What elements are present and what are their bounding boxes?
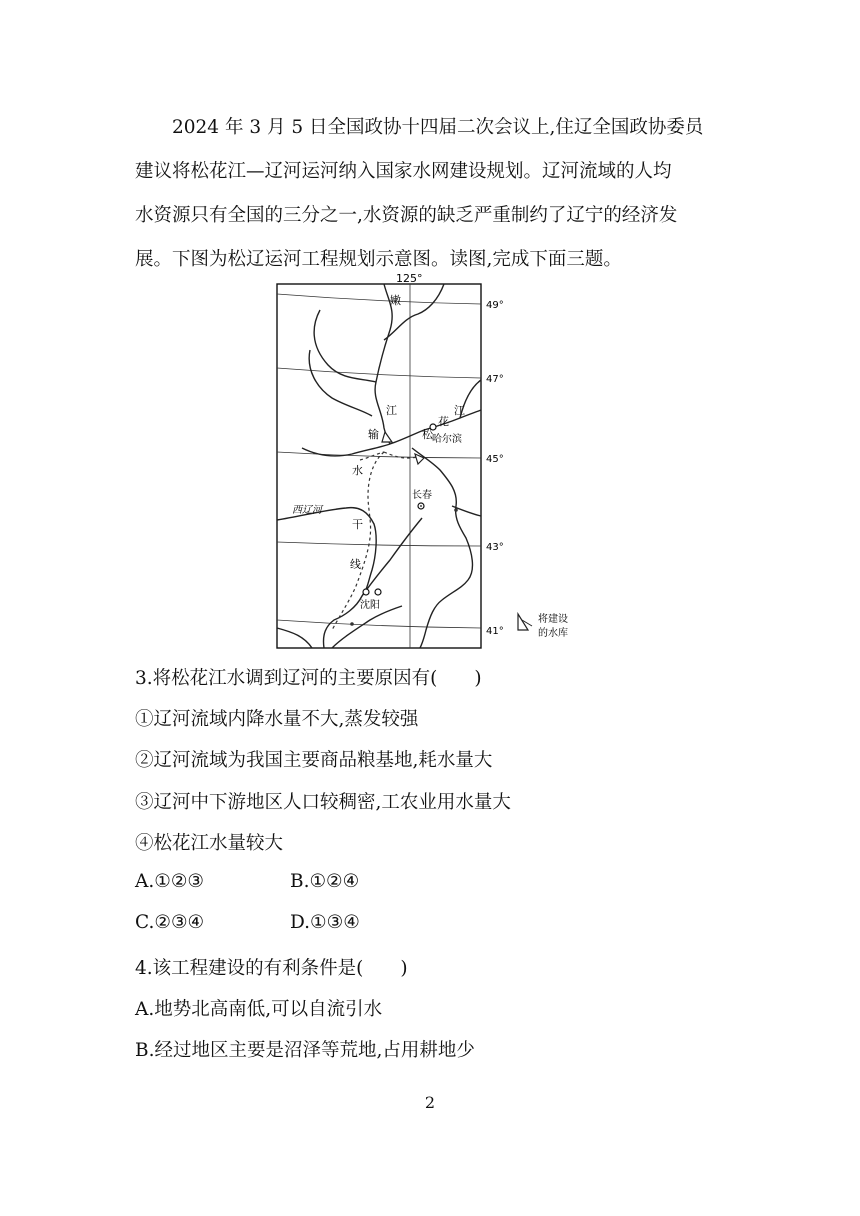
lat-label-43: 43° [486, 542, 504, 553]
label-shu: 输 [368, 428, 379, 441]
q3-statement-4: ④松花江水量较大 [135, 833, 284, 854]
shenyang-city-icon [363, 589, 369, 595]
q3-statement-2: ②辽河流域为我国主要商品粮基地,耗水量大 [135, 750, 493, 771]
q4-stem: 4.该工程建设的有利条件是( ) [135, 958, 408, 979]
page-number: 2 [424, 1093, 436, 1112]
lat-line-43 [277, 542, 481, 546]
q3-option-a: A.①②③ [135, 871, 204, 892]
lat-label-49: 49° [486, 300, 504, 311]
lat-label-41: 41° [486, 626, 504, 637]
lon-label: 125° [396, 272, 423, 285]
label-xian: 线 [350, 558, 361, 571]
legend-line-2: 的水库 [538, 628, 568, 639]
label-jiang-2: 江 [454, 404, 465, 417]
label-song: 松 [422, 428, 433, 441]
label-harbin: 哈尔滨 [432, 434, 462, 445]
lat-label-47: 47° [486, 374, 504, 385]
q3-statement-3: ③辽河中下游地区人口较稠密,工农业用水量大 [135, 792, 511, 813]
reservoir-icon-1 [382, 432, 392, 442]
label-changchun: 长春 [412, 490, 432, 501]
q3-option-d: D.①③④ [290, 912, 360, 933]
q3-stem: 3.将松花江水调到辽河的主要原因有( ) [135, 668, 482, 689]
q4-option-b: B.经过地区主要是沼泽等荒地,占用耕地少 [135, 1040, 475, 1061]
intro-line-2: 建议将松花江—辽河运河纳入国家水网建设规划。辽河流域的人均 [135, 161, 672, 182]
lat-label-45: 45° [486, 454, 504, 465]
label-shui: 水 [352, 464, 363, 477]
label-gan: 干 [352, 518, 363, 531]
label-xiliaohe: 西辽河 [292, 505, 322, 516]
label-shenyang: 沈阳 [360, 600, 380, 611]
q3-statement-1: ①辽河流域内降水量不大,蒸发较强 [135, 709, 419, 730]
intro-paragraph [135, 106, 735, 282]
q4-option-a: A.地势北高南低,可以自流引水 [135, 999, 383, 1020]
lat-line-49 [277, 294, 481, 304]
legend-reservoir-icon [518, 614, 528, 630]
canal-map [272, 270, 592, 650]
q3-option-c: C.②③④ [135, 912, 205, 933]
label-jiang-1: 江 [386, 404, 397, 417]
intro-line-1: 2024 年 3 月 5 日全国政协十四届二次会议上,住辽全国政协委员 [172, 117, 704, 138]
label-hua: 花 [438, 415, 449, 428]
q3-option-b: B.①②④ [290, 871, 360, 892]
intro-line-3: 水资源只有全国的三分之一,水资源的缺乏严重制约了辽宁的经济发 [135, 205, 678, 226]
legend-line-1: 将建设 [538, 614, 568, 625]
intro-line-4: 展。下图为松辽运河工程规划示意图。读图,完成下面三题。 [135, 249, 622, 270]
label-nen: 嫩 [390, 294, 401, 307]
lat-line-41 [277, 620, 481, 628]
